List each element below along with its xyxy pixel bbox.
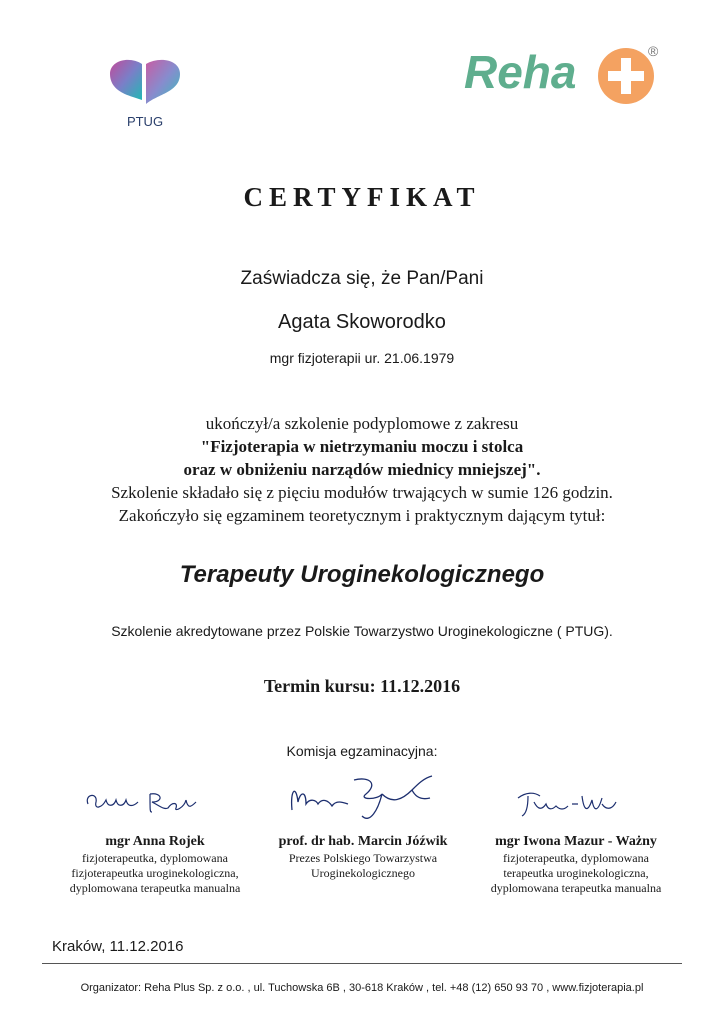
- signature-iwona-mazur-wazny: [512, 784, 622, 824]
- ptug-logo-text: PTUG: [126, 114, 164, 129]
- signatory-desc: dyplomowana terapeutka manualna: [69, 881, 241, 895]
- body-line: Szkolenie składało się z pięciu modułów trwających w sumie 126 godzin.: [111, 483, 613, 502]
- signatory-name: mgr Anna Rojek: [105, 834, 205, 849]
- signature-anna-rojek: [80, 782, 200, 822]
- recipient-profession: mgr fizjoterapii ur. 21.06.1979: [269, 350, 455, 366]
- signature-marcin-jozwik: [282, 770, 442, 830]
- course-name-line: oraz w obniżeniu narządów miednicy mniejszej".: [183, 460, 541, 479]
- signatory-name: mgr Iwona Mazur - Ważny: [495, 834, 657, 849]
- signatory-desc: dyplomowana terapeutka manualna: [490, 881, 662, 895]
- awarded-title: Terapeuty Uroginekologicznego: [179, 561, 545, 588]
- accreditation-text: Szkolenie akredytowane przez Polskie Towarzystwo Uroginekologiczne ( PTUG).: [111, 623, 613, 639]
- signatory-desc: Uroginekologicznego: [311, 866, 415, 880]
- signatory-desc: terapeutka uroginekologiczna,: [503, 866, 649, 880]
- course-term: Termin kursu: 11.12.2016: [263, 676, 461, 696]
- signatory-desc: fizjoterapeutka, dyplomowana: [503, 851, 649, 865]
- course-name-line: "Fizjoterapia w nietrzymaniu moczu i stolca: [200, 437, 524, 456]
- footer-divider: [42, 963, 682, 964]
- certificate-title: CERTYFIKAT: [243, 182, 481, 212]
- signatory-3: [456, 833, 696, 896]
- committee-label: Komisja egzaminacyjna:: [286, 743, 438, 759]
- signatory-1: [40, 833, 270, 896]
- body-line: ukończył/a szkolenie podyplomowe z zakresu: [205, 414, 519, 433]
- signatory-name: prof. dr hab. Marcin Jóźwik: [278, 834, 448, 849]
- signatory-desc: fizjoterapeutka, dyplomowana: [82, 851, 228, 865]
- signatory-desc: Prezes Polskiego Towarzystwa: [288, 851, 438, 865]
- signatory-2: [250, 833, 476, 881]
- recipient-name: Agata Skoworodko: [278, 311, 446, 333]
- reha-logo-text: Reha: [464, 46, 577, 98]
- body-line: Zakończyło się egzaminem teoretycznym i praktycznym dającym tytuł:: [118, 506, 606, 525]
- organizer-footer: Organizator: Reha Plus Sp. z o.o. , ul. Tuchowska 6B , 30-618 Kraków , tel. +48 (12) 650 93 70 , www.fizjoterapia.pl: [80, 982, 644, 994]
- reha-plus-logo: [458, 36, 678, 116]
- signatory-desc: fizjoterapeutka uroginekologiczna,: [71, 866, 239, 880]
- place-and-date: Kraków, 11.12.2016: [52, 938, 184, 955]
- registered-mark: ®: [648, 43, 659, 59]
- intro-text: Zaświadcza się, że Pan/Pani: [240, 268, 484, 289]
